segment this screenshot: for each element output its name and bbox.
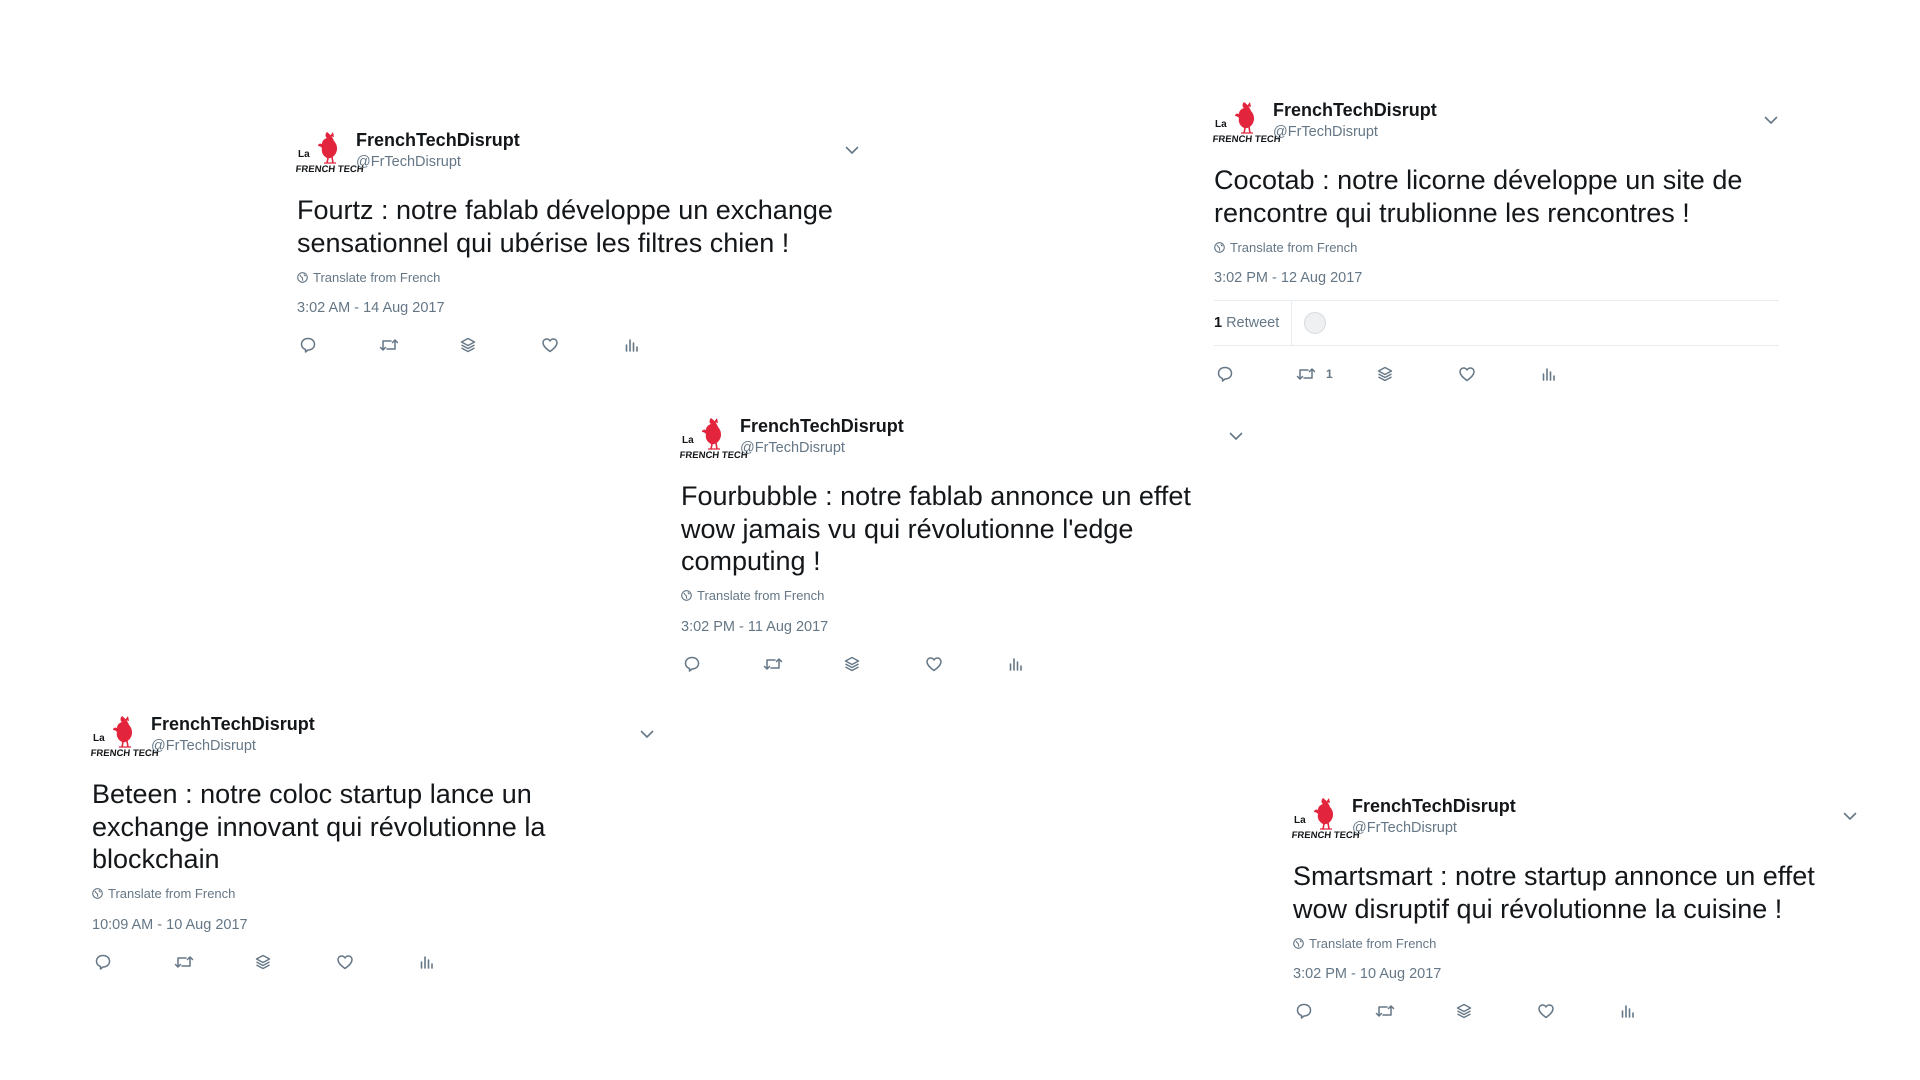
direct-message-button[interactable] (254, 952, 272, 972)
tweet-text: Fourtz : notre fablab développe un exchange sensationnel qui ubérise les filtres chien ! (297, 195, 833, 258)
retweet-button[interactable] (379, 335, 399, 355)
tweet-actions (681, 654, 1244, 674)
analytics-icon (623, 336, 639, 354)
reply-button[interactable] (94, 952, 112, 972)
username-handle[interactable]: @FrTechDisrupt (1352, 820, 1457, 836)
analytics-icon (1540, 365, 1556, 383)
avatar[interactable] (1291, 794, 1361, 842)
tweet-header (92, 712, 655, 770)
retweet-icon (379, 336, 399, 354)
analytics-button[interactable] (1540, 364, 1556, 384)
timestamp[interactable]: 3:02 PM - 11 Aug 2017 (681, 618, 829, 635)
svg-text:La: La (298, 149, 310, 160)
timestamp[interactable]: 10:09 AM - 10 Aug 2017 (92, 916, 248, 933)
stats-divider (1291, 301, 1292, 345)
reply-icon (94, 953, 112, 971)
tweet-card (297, 128, 860, 355)
retweet-stat[interactable] (1214, 315, 1279, 331)
svg-text:La: La (93, 733, 105, 744)
translate-link[interactable] (681, 588, 1244, 604)
translate-label: Translate from French (697, 588, 825, 603)
translate-label: Translate from French (313, 269, 441, 285)
tweet-text: Smartsmart : notre startup annonce un effet wow disruptif qui révolutionne la cuisine ! (1293, 861, 1815, 924)
retweet-icon (1296, 365, 1316, 383)
retweet-button[interactable] (1296, 364, 1333, 384)
analytics-button[interactable] (1619, 1001, 1635, 1021)
avatar[interactable] (295, 128, 365, 176)
layers-icon (254, 953, 272, 971)
tweet-header (297, 128, 860, 186)
reply-icon (683, 655, 701, 673)
retweet-icon (1375, 1002, 1395, 1020)
retweet-action-count: 1 (1326, 367, 1333, 381)
chevron-down-icon[interactable] (1763, 112, 1779, 128)
reply-icon (299, 336, 317, 354)
tweet-card (1293, 794, 1858, 1021)
reply-button[interactable] (1216, 364, 1234, 384)
reply-icon (1216, 365, 1234, 383)
globe-icon (681, 590, 692, 601)
tweet-card (92, 712, 655, 972)
retweet-count: 1 (1214, 315, 1223, 331)
translate-link[interactable] (1214, 239, 1779, 255)
username-handle[interactable]: @FrTechDisrupt (1273, 124, 1378, 140)
tweet-header (681, 414, 1244, 472)
display-name[interactable]: FrenchTechDisrupt (356, 130, 520, 150)
translate-link[interactable] (1293, 935, 1858, 951)
svg-text:FRENCH TECH: FRENCH TECH (295, 164, 365, 175)
heart-icon (925, 655, 943, 673)
tweet-actions (297, 335, 860, 355)
direct-message-button[interactable] (459, 335, 477, 355)
reply-icon (1295, 1002, 1313, 1020)
svg-text:FRENCH TECH: FRENCH TECH (679, 450, 749, 461)
direct-message-button[interactable] (1455, 1001, 1473, 1021)
retweet-icon (174, 953, 194, 971)
display-name[interactable]: FrenchTechDisrupt (1273, 100, 1437, 120)
reply-button[interactable] (1295, 1001, 1313, 1021)
reply-button[interactable] (299, 335, 317, 355)
username-handle[interactable]: @FrTechDisrupt (740, 440, 845, 456)
tweet-text: Fourbubble : notre fablab annonce un effet wow jamais vu qui révolutionne l'edge computing ! (681, 481, 1191, 576)
retweet-stat-label: Retweet (1226, 315, 1280, 331)
timestamp[interactable]: 3:02 PM - 12 Aug 2017 (1214, 270, 1363, 286)
translate-label: Translate from French (1309, 935, 1437, 951)
tweet-card (1214, 98, 1779, 384)
tweet-stats (1214, 300, 1779, 346)
avatar[interactable] (1212, 98, 1282, 146)
svg-text:FRENCH TECH: FRENCH TECH (90, 748, 160, 759)
retweet-icon (763, 655, 783, 673)
display-name[interactable]: FrenchTechDisrupt (151, 714, 315, 734)
retweet-button[interactable] (1375, 1001, 1395, 1021)
analytics-icon (1619, 1002, 1635, 1020)
heart-icon (1537, 1002, 1555, 1020)
username-handle[interactable]: @FrTechDisrupt (356, 154, 461, 170)
username-handle[interactable]: @FrTechDisrupt (151, 738, 256, 754)
retweet-button[interactable] (763, 654, 783, 674)
tweet-card (681, 414, 1244, 674)
like-button[interactable] (336, 952, 354, 972)
tweet-text: Cocotab : notre licorne développe un site de rencontre qui trublionne les rencontres ! (1214, 165, 1743, 228)
tweet-text: Beteen : notre coloc startup lance un exchange innovant qui révolutionne la blockchain (92, 779, 546, 874)
svg-text:FRENCH TECH: FRENCH TECH (1291, 830, 1361, 841)
svg-text:La: La (682, 435, 694, 446)
analytics-button[interactable] (418, 952, 434, 972)
svg-text:La: La (1294, 815, 1306, 826)
timestamp[interactable]: 3:02 PM - 10 Aug 2017 (1293, 966, 1442, 982)
analytics-icon (418, 953, 434, 971)
translate-label: Translate from French (1230, 239, 1358, 255)
display-name[interactable]: FrenchTechDisrupt (1352, 796, 1516, 816)
chevron-down-icon[interactable] (639, 726, 655, 742)
direct-message-button[interactable] (1376, 364, 1394, 384)
avatar[interactable] (679, 414, 749, 462)
tweet-actions (1214, 364, 1779, 384)
layers-icon (459, 336, 477, 354)
chevron-down-icon[interactable] (844, 142, 860, 158)
globe-icon (1293, 938, 1304, 949)
reply-button[interactable] (683, 654, 701, 674)
analytics-icon (1007, 655, 1023, 673)
chevron-down-icon[interactable] (1842, 808, 1858, 824)
svg-text:FRENCH TECH: FRENCH TECH (1212, 134, 1282, 145)
layers-icon (1376, 365, 1394, 383)
direct-message-button[interactable] (843, 654, 861, 674)
tweet-actions (92, 952, 655, 972)
avatar[interactable] (90, 712, 160, 760)
like-button[interactable] (1537, 1001, 1555, 1021)
like-button[interactable] (925, 654, 943, 674)
translate-link[interactable] (92, 886, 655, 902)
timestamp[interactable]: 3:02 AM - 14 Aug 2017 (297, 300, 445, 316)
chevron-down-icon[interactable] (1228, 428, 1244, 444)
tweet-header (1214, 98, 1779, 156)
globe-icon (1214, 242, 1225, 253)
tweet-actions (1293, 1001, 1858, 1021)
translate-link[interactable] (297, 269, 860, 285)
analytics-button[interactable] (1007, 654, 1023, 674)
retweeter-avatar[interactable] (1304, 312, 1326, 334)
layers-icon (1455, 1002, 1473, 1020)
analytics-button[interactable] (623, 335, 639, 355)
translate-label: Translate from French (108, 886, 236, 901)
svg-text:La: La (1215, 119, 1227, 130)
like-button[interactable] (541, 335, 559, 355)
retweet-button[interactable] (174, 952, 194, 972)
globe-icon (92, 888, 103, 899)
tweet-header (1293, 794, 1858, 852)
layers-icon (843, 655, 861, 673)
heart-icon (336, 953, 354, 971)
globe-icon (297, 272, 308, 283)
heart-icon (541, 336, 559, 354)
display-name[interactable]: FrenchTechDisrupt (740, 416, 904, 436)
heart-icon (1458, 365, 1476, 383)
like-button[interactable] (1458, 364, 1476, 384)
